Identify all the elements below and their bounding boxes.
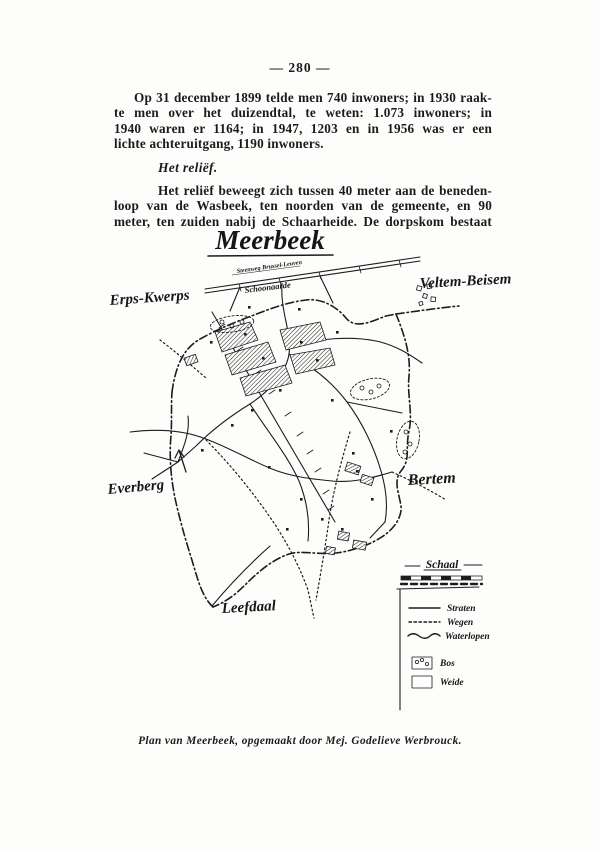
paragraph-line: loop van de Wasbeek, ten noorden van de gemeente, en 90: [114, 198, 492, 214]
map-title-underline: [208, 255, 333, 256]
paragraph-line: meter, ten zuiden nabij de Schaarheide. De dorpskom bestaat: [114, 213, 492, 229]
label-everberg: Everberg: [106, 477, 165, 498]
map-title: Meerbeek: [215, 225, 325, 255]
figure-caption: Plan van Meerbeek, opgemaakt door Mej. Godelieve Werbrouck.: [138, 735, 462, 747]
legend-label: Weide: [440, 678, 464, 688]
label-veltem-beisem: Veltem-Beisem: [419, 271, 512, 292]
legend-label: Waterlopen: [445, 632, 490, 642]
commune-boundary: [170, 300, 459, 607]
legend-item-waterlopen: [408, 632, 490, 642]
legend-label: Wegen: [447, 618, 474, 628]
legend-item-straten: [409, 604, 476, 614]
map-title-group: [208, 225, 333, 256]
paragraph-line: Het reliëf beweegt zich tussen 40 meter aan de beneden-: [158, 183, 492, 198]
paragraph-line: 1940 waren er 1164; in 1947, 1203 en in 1956 was er een: [114, 120, 492, 136]
legend-label: Bos: [440, 659, 455, 669]
paragraph-line: te men over het duizendtal, te weten: 1.073 inwoners; in: [114, 105, 492, 121]
paragraph-line: lichte achteruitgang, 1190 inwoners.: [114, 136, 324, 152]
legend: [397, 587, 490, 710]
steenweg-line: [205, 257, 420, 293]
legend-item-wegen: [409, 618, 473, 628]
everberg-arrow: [175, 450, 186, 472]
road-network: [130, 276, 422, 606]
legend-label: Straten: [447, 604, 476, 614]
legend-item-weide: [412, 676, 464, 688]
scale-group: [401, 559, 482, 584]
scale-label: Schaal: [425, 559, 459, 571]
boundary-spur-east: [396, 306, 459, 314]
label-schoonaarde: Schoonaarde: [244, 279, 292, 295]
paragraph-line: Op 31 december 1899 telde men 740 inwoners; in 1930 raak-: [134, 90, 492, 105]
label-leefdaal: Leefdaal: [221, 598, 277, 617]
page-number: — 280 —: [269, 60, 331, 75]
label-bertem: Bertem: [407, 469, 457, 489]
legend-item-bos: [412, 657, 455, 669]
section-heading: Het reliëf.: [158, 160, 218, 175]
label-erps-kwerps: Erps-Kwerps: [109, 287, 191, 309]
steenweg-label: Steenweg Brussel-Leuven: [236, 258, 303, 275]
scale-bar: [401, 576, 482, 584]
